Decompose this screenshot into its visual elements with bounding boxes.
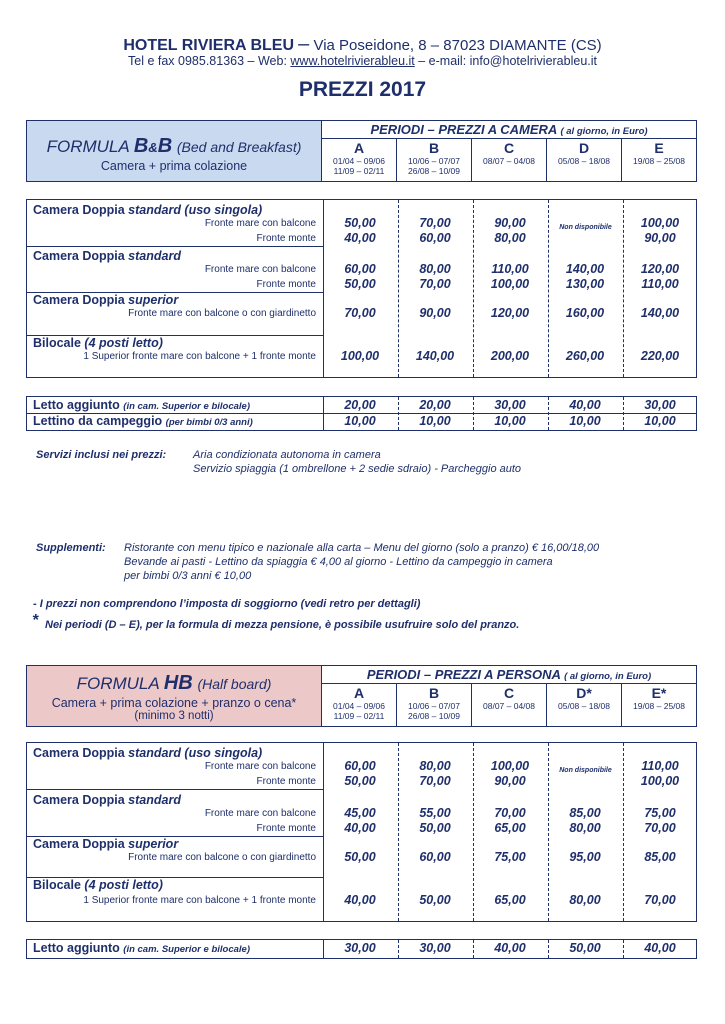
bb-room-title [33,249,181,263]
section-divider-line [323,940,324,958]
bb-period-dates-1: 08/07 – 04/08 [483,156,535,166]
supplementi-line-1: Ristorante con menu tipico e nazionale alla carta – Menu del giorno (solo a pranzo) € 16,00/18,00 [124,542,600,554]
header-dash: – [298,33,310,55]
hb-room-title [33,793,181,807]
bb-price-cell: 140,00 [565,262,605,276]
column-divider-line [548,940,549,958]
bb-extra-price: 10,00 [569,414,601,428]
hb-periods-title-text: PERIODI – PREZZI A PERSONA [366,667,561,682]
bb-period-dates-1: 05/08 – 18/08 [558,156,610,166]
bb-extra-price: 10,00 [644,414,676,428]
hb-formula-subtitle2: (minimo 3 notti) [134,710,214,722]
hb-period-letter: B [428,685,440,701]
bb-price-cell: 40,00 [344,231,376,245]
bb-price-cell: 70,00 [419,216,451,230]
hb-period-dates-2: 26/08 – 10/09 [408,711,460,721]
bb-price-cell: 80,00 [494,231,526,245]
bb-formula-b2: B [157,135,173,157]
bb-room-title [33,336,163,350]
hb-period-letter: C [503,685,515,701]
hb-room-title-type: standard (uso singola) [128,746,263,760]
hotel-contacts [0,54,725,68]
bb-period-letter: E [654,140,664,156]
hb-price-cell: 100,00 [640,774,680,788]
hb-period-col-d [547,684,622,726]
hb-room-title-main: Camera Doppia [33,793,129,807]
bb-extra-note: (in cam. Superior e bilocale) [123,401,250,412]
hb-period-col-a [322,684,397,726]
bb-price-cell: 110,00 [641,277,679,291]
hotel-header [0,33,725,56]
bb-period-columns [322,139,696,181]
bb-period-dates-1: 01/04 – 09/06 [333,156,385,166]
bb-header-block [26,120,697,182]
half-board-note: Nei periodi (D – E), per la formula di mezza pensione, è possibile usufruire solo del pranzo. [45,619,520,631]
bb-room-line-label: 1 Superior fronte mare con balcone + 1 fronte monte [83,351,316,362]
bb-formula-cell [26,120,322,182]
bb-price-cell: 60,00 [419,231,451,245]
bb-extra-name: Letto aggiunto [33,398,120,412]
hb-price-cell: 60,00 [419,850,451,864]
hb-periods-note: ( al giorno, in Euro) [564,671,652,682]
bb-extra-price: 10,00 [494,414,526,428]
bb-price-cell: 260,00 [565,349,605,363]
bb-room-title-type: standard (uso singola) [128,203,263,217]
hb-price-cell: 80,00 [569,821,601,835]
hb-room-line-label: Fronte mare con balcone [204,808,316,819]
bb-extras-table [26,396,697,431]
hb-price-cell: 50,00 [344,850,376,864]
hb-room-title [33,878,163,892]
hb-price-cell: 80,00 [569,893,601,907]
hb-periods-title [322,666,696,684]
page-title: PREZZI 2017 [298,78,427,101]
contact-post: – e-mail: info@hotelrivierableu.it [418,54,597,68]
bb-extra-name: Lettino da campeggio [33,414,163,428]
bb-period-letter: D [578,140,590,156]
hb-price-cell: 90,00 [494,774,526,788]
bb-price-cell: 200,00 [490,349,530,363]
bb-periods-header [322,120,697,182]
bb-room-separator [27,246,323,247]
hb-period-dates-2: 11/09 – 02/11 [333,711,385,721]
column-divider-line [398,940,399,958]
hb-price-cell: 65,00 [494,821,526,835]
bb-price-cell: 80,00 [419,262,451,276]
bb-period-letter: A [353,140,365,156]
bb-period-col-a [322,139,397,181]
bb-price-cell: 120,00 [640,262,680,276]
hb-price-cell: 110,00 [641,759,679,773]
hb-period-dates-1: 08/07 – 04/08 [483,701,535,711]
hb-room-title-main: Bilocale [33,878,85,892]
bb-room-title-type: superior [128,293,179,307]
hb-price-cell: 45,00 [344,806,376,820]
hb-formula-subtitle: Camera + prima colazione + pranzo o cena* [51,696,297,710]
hb-formula-desc: (Half board) [197,676,272,692]
bb-price-cell: 100,00 [640,216,680,230]
section-divider-line [323,200,324,377]
bb-price-cell: 60,00 [344,262,376,276]
bb-room-title [33,203,262,217]
tax-note: - I prezzi non comprendono l’imposta di soggiorno (vedi retro per dettagli) [33,598,421,610]
bb-price-cell: 70,00 [344,306,376,320]
bb-room-title-type: standard [128,249,181,263]
hb-period-col-c [472,684,547,726]
hb-extra-price: 30,00 [419,941,451,955]
bb-room-title-main: Bilocale [33,336,85,350]
hb-period-letter: D* [576,685,592,701]
servizi-label: Servizi inclusi nei prezzi: [36,449,167,461]
hb-formula-cell [26,665,322,727]
hb-extra-price: 40,00 [644,941,676,955]
hb-period-dates-1: 05/08 – 18/08 [558,701,610,711]
contact-pre: Tel e fax 0985.81363 – Web: [128,54,287,68]
supplementi-line-3: per bimbi 0/3 anni € 10,00 [124,570,252,582]
hb-header-block [26,665,697,727]
hb-extra-label [33,941,250,955]
hb-price-cell: 85,00 [644,850,676,864]
bb-formula-title [27,135,321,158]
supplementi-label: Supplementi: [36,542,106,554]
hb-room-title [33,837,178,851]
hotel-name: HOTEL RIVIERA BLEU [123,37,294,54]
website-link[interactable]: www.hotelrivierableu.it [290,54,415,68]
hb-extra-note: (in cam. Superior e bilocale) [123,944,250,955]
star-marker: * [32,612,39,629]
bb-not-available: Non disponibile [559,224,612,231]
hb-extras-table [26,939,697,959]
bb-room-line-label: Fronte mare con balcone [204,264,316,275]
column-divider-line [398,743,399,921]
bb-room-title [33,293,178,307]
hb-period-col-b [397,684,472,726]
bb-period-col-c [472,139,547,181]
hb-room-line-label: Fronte monte [256,776,316,787]
bb-period-col-d [547,139,622,181]
bb-extra-price: 40,00 [569,398,601,412]
column-divider-line [473,200,474,377]
bb-formula-amp: & [148,140,158,155]
bb-extra-price: 20,00 [419,398,451,412]
hb-extra-name: Letto aggiunto [33,941,120,955]
column-divider-line [623,743,624,921]
bb-room-title-main: Camera Doppia [33,293,129,307]
hb-extra-price: 30,00 [344,941,376,955]
hb-price-cell: 75,00 [644,806,676,820]
supplementi-line-2: Bevande ai pasti - Lettino da spiaggia € 4,00 al giorno - Lettino da campeggio in camera [124,556,553,568]
bb-extra-price: 20,00 [344,398,376,412]
bb-formula-subtitle: Camera + prima colazione [100,159,248,173]
bb-extra-label [33,398,250,412]
bb-extra-price: 10,00 [344,414,376,428]
bb-room-line-label: Fronte mare con balcone [204,218,316,229]
hb-period-letter: E* [651,685,667,701]
hb-room-title [33,746,262,760]
bb-period-letter: B [428,140,440,156]
bb-extra-price: 10,00 [419,414,451,428]
hb-price-cell: 40,00 [344,821,376,835]
bb-formula-desc: (Bed and Breakfast) [176,139,302,155]
bb-price-cell: 90,00 [494,216,526,230]
hb-price-cell: 60,00 [344,759,376,773]
bb-room-title-main: Camera Doppia [33,203,129,217]
hb-price-cell: 80,00 [419,759,451,773]
bb-price-cell: 90,00 [644,231,676,245]
column-divider-line [623,940,624,958]
hb-price-cell: 40,00 [344,893,376,907]
bb-periods-title [322,121,696,139]
hb-price-cell: 50,00 [419,893,451,907]
hb-formula-name: HB [163,672,193,694]
hb-price-cell: 100,00 [490,759,530,773]
bb-period-letter: C [503,140,515,156]
bb-price-cell: 100,00 [340,349,380,363]
hb-room-line-label: Fronte monte [256,823,316,834]
hb-extra-price: 40,00 [494,941,526,955]
bb-price-cell: 50,00 [344,216,376,230]
hb-price-cell: 75,00 [494,850,526,864]
bb-room-line-label: Fronte monte [256,233,316,244]
hb-room-title-type: (4 posti letto) [84,878,163,892]
hb-room-title-type: superior [128,837,179,851]
bb-period-dates-1: 19/08 – 25/08 [633,156,685,166]
bb-rooms-table [26,199,697,378]
hb-not-available: Non disponibile [559,767,612,774]
hb-price-cell: 70,00 [419,774,451,788]
hb-period-columns [322,684,696,726]
hb-price-cell: 55,00 [419,806,451,820]
hb-period-dates-1: 01/04 – 09/06 [333,701,385,711]
hb-period-letter: A [353,685,365,701]
hb-price-cell: 50,00 [344,774,376,788]
bb-extra-price: 30,00 [494,398,526,412]
hb-room-separator [27,789,323,790]
bb-periods-title-text: PERIODI – PREZZI A CAMERA [370,122,557,137]
column-divider-line [473,940,474,958]
bb-price-cell: 90,00 [419,306,451,320]
bb-room-line-label: Fronte mare con balcone o con giardinetto [128,308,316,319]
hb-room-line-label: 1 Superior fronte mare con balcone + 1 fronte monte [83,895,316,906]
bb-room-title-type: (4 posti letto) [84,336,163,350]
bb-period-dates-1: 10/06 – 07/07 [408,156,460,166]
hb-period-dates-1: 10/06 – 07/07 [408,701,460,711]
hb-period-col-e [622,684,696,726]
column-divider-line [473,743,474,921]
hb-room-title-type: standard [128,793,181,807]
bb-period-dates-2: 26/08 – 10/09 [408,166,460,176]
hb-price-cell: 70,00 [644,893,676,907]
bb-period-dates-2: 11/09 – 02/11 [333,166,385,176]
column-divider-line [623,200,624,377]
bb-price-cell: 160,00 [565,306,605,320]
bb-formula-b1: B [133,135,149,157]
section-divider-line [323,743,324,921]
hb-price-cell: 85,00 [569,806,601,820]
hb-rooms-table [26,742,697,922]
bb-price-cell: 140,00 [415,349,455,363]
hb-extra-price: 50,00 [569,941,601,955]
bb-price-cell: 220,00 [640,349,680,363]
bb-extra-note: (per bimbi 0/3 anni) [165,417,253,428]
bb-room-line-label: Fronte monte [256,279,316,290]
bb-price-cell: 130,00 [565,277,605,291]
hotel-address: Via Poseidone, 8 – 87023 DIAMANTE (CS) [313,37,602,54]
hb-room-title-main: Camera Doppia [33,837,129,851]
hb-price-cell: 95,00 [569,850,601,864]
hb-period-dates-1: 19/08 – 25/08 [633,701,685,711]
hb-price-cell: 50,00 [419,821,451,835]
bb-extra-label [33,414,253,428]
hb-formula-pre: FORMULA [76,674,160,693]
hb-room-title-main: Camera Doppia [33,746,129,760]
hb-room-line-label: Fronte mare con balcone [204,761,316,772]
hb-price-cell: 70,00 [494,806,526,820]
hb-price-cell: 65,00 [494,893,526,907]
column-divider-line [398,200,399,377]
bb-price-cell: 100,00 [490,277,530,291]
bb-price-cell: 110,00 [491,262,529,276]
bb-period-col-e [622,139,696,181]
bb-price-cell: 140,00 [640,306,680,320]
bb-period-col-b [397,139,472,181]
bb-price-cell: 120,00 [490,306,530,320]
hb-periods-header [322,665,697,727]
hb-formula-title [27,672,321,695]
bb-price-cell: 50,00 [344,277,376,291]
servizi-line-2: Servizio spiaggia (1 ombrellone + 2 sedie sdraio) - Parcheggio auto [193,463,522,475]
bb-price-cell: 70,00 [419,277,451,291]
bb-formula-pre: FORMULA [46,137,130,156]
hb-room-line-label: Fronte mare con balcone o con giardinetto [128,852,316,863]
servizi-line-1: Aria condizionata autonoma in camera [193,449,381,461]
bb-periods-note: ( al giorno, in Euro) [560,126,648,137]
bb-extra-price: 30,00 [644,398,676,412]
hb-price-cell: 70,00 [644,821,676,835]
bb-room-title-main: Camera Doppia [33,249,129,263]
